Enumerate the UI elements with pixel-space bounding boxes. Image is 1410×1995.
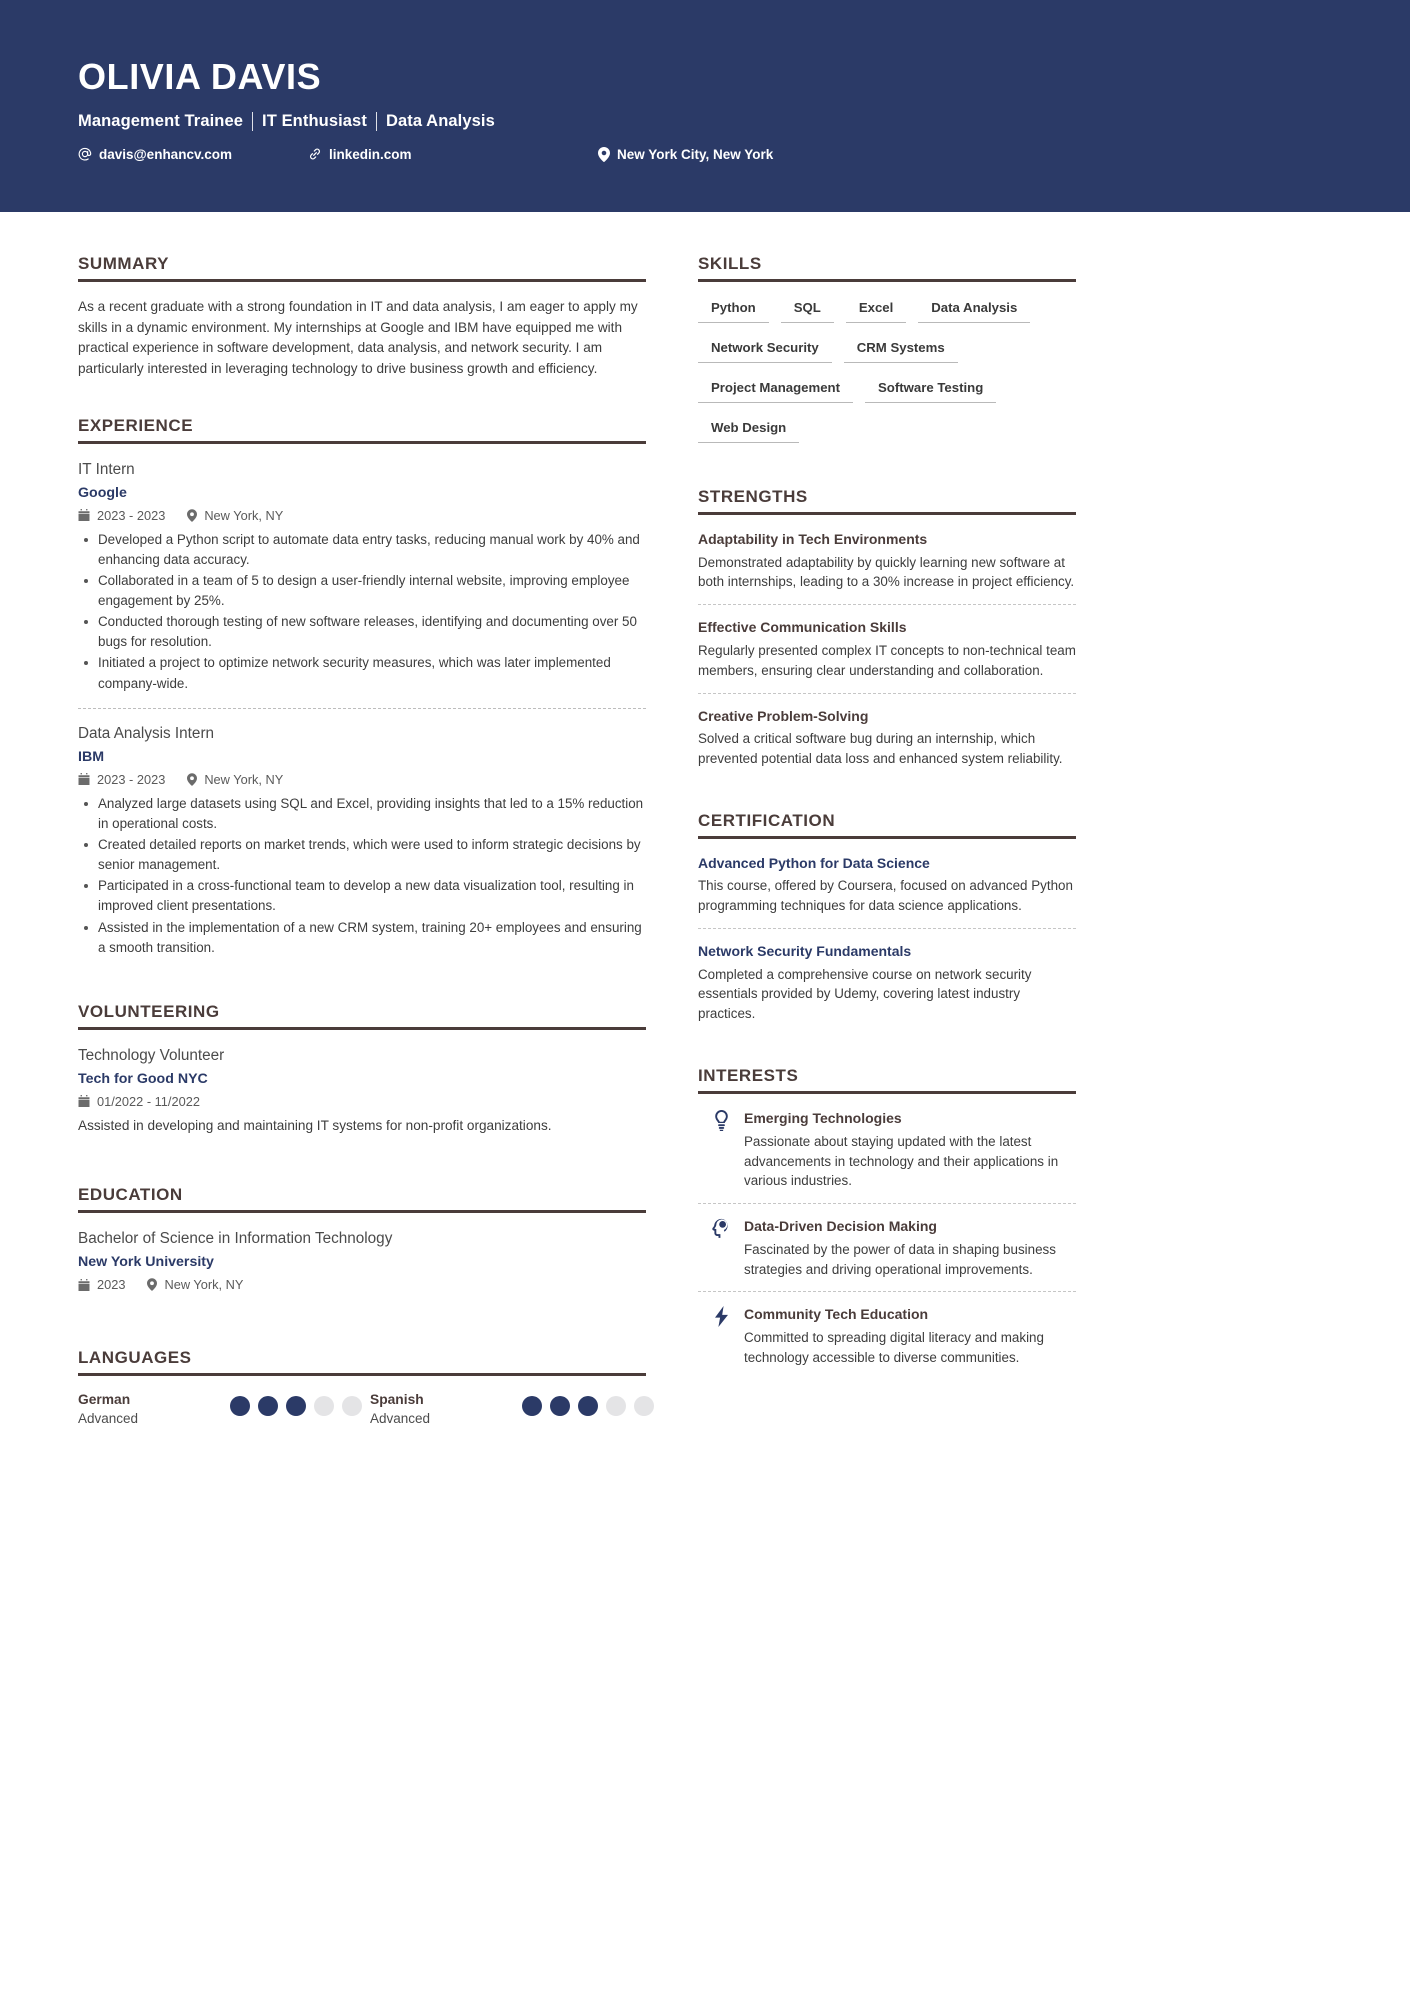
section-title-experience: EXPERIENCE [78, 415, 194, 435]
experience-organization: Google [78, 484, 127, 501]
section-title-strengths: STRENGTHS [698, 487, 808, 506]
skill-tag: SQL [781, 297, 834, 323]
strength-text: Regularly presented complex IT concepts to non-technical team members, ensuring clear understanding and collaboration. [698, 642, 1076, 678]
volunteering-organization: Tech for Good NYC [78, 1070, 208, 1087]
section-skills [698, 254, 1076, 457]
skill-tag: Software Testing [865, 377, 996, 403]
strength-title: Adaptability in Tech Environments [698, 531, 928, 547]
skills-list [698, 297, 1076, 457]
contact-email[interactable] [78, 147, 308, 162]
section-rule [78, 1027, 646, 1030]
contact-location [598, 147, 773, 162]
section-rule [698, 836, 1076, 839]
list-item: Assisted in the implementation of a new CRM system, training 20+ employees and ensuring a smooth transition. [78, 918, 646, 958]
rating-dot-filled [286, 1396, 306, 1416]
strength-title: Effective Communication Skills [698, 619, 907, 636]
interest-item [698, 1305, 1076, 1379]
contact-location-text: New York City, New York [617, 146, 774, 162]
section-education [78, 1185, 646, 1312]
right-column [698, 212, 1076, 1386]
language-level: Advanced [78, 1411, 139, 1427]
section-title-certification: CERTIFICATION [698, 810, 836, 830]
spacer [698, 1042, 1076, 1066]
experience-entry [78, 723, 646, 972]
interest-title: Data-Driven Decision Making [744, 1218, 937, 1235]
rating-dot-filled [230, 1396, 250, 1416]
section-rule [698, 1091, 1076, 1094]
map-pin-icon [147, 1278, 157, 1291]
section-title-skills: SKILLS [698, 254, 762, 273]
interest-title: Emerging Technologies [744, 1110, 902, 1127]
section-title-summary: SUMMARY [78, 254, 170, 273]
rating-dot-filled [258, 1396, 278, 1416]
rating-dot-empty [314, 1396, 334, 1416]
section-title-volunteering: VOLUNTEERING [78, 1001, 220, 1021]
block-divider [698, 928, 1076, 929]
link-icon [308, 147, 322, 161]
section-title-interests: INTERESTS [698, 1066, 799, 1086]
certification-item [698, 854, 1076, 928]
calendar-icon [78, 509, 90, 521]
education-dates-text: 2023 [97, 1277, 126, 1293]
list-item: Conducted thorough testing of new software releases, identifying and documenting over 50 bugs for resolution. [78, 612, 646, 652]
list-item: Participated in a cross-functional team to develop a new data visualization tool, resulting in improved client presentations. [78, 876, 646, 916]
volunteering-dates [78, 1094, 200, 1109]
rating-dot-empty [606, 1396, 626, 1416]
section-certification [698, 811, 1076, 1036]
list-item: Created detailed reports on market trends, which were used to inform strategic decisions by senior management. [78, 835, 646, 875]
education-meta [78, 1277, 646, 1292]
rating-dot-filled [578, 1396, 598, 1416]
certification-text: Completed a comprehensive course on network security essentials provided by Udemy, covering latest industry practices. [698, 966, 1032, 1022]
rating-dot-empty [634, 1396, 654, 1416]
rating-dot-empty [342, 1396, 362, 1416]
language-item [78, 1391, 370, 1428]
interest-text: Committed to spreading digital literacy and making technology accessible to diverse communities. [744, 1330, 1044, 1365]
section-rule [698, 279, 1076, 282]
map-pin-icon [187, 773, 197, 786]
section-languages [78, 1348, 646, 1428]
lightning-bolt-icon [698, 1305, 744, 1367]
strength-title: Creative Problem-Solving [698, 707, 869, 724]
experience-dates-text: 2023 - 2023 [97, 771, 166, 787]
certification-text: This course, offered by Coursera, focused on advanced Python programming techniques for data science applications. [698, 878, 1073, 914]
calendar-icon [78, 1279, 90, 1291]
language-labels [370, 1391, 522, 1428]
interest-body [744, 1109, 1076, 1191]
experience-meta [78, 772, 646, 787]
block-divider [698, 693, 1076, 694]
headline-divider [376, 112, 377, 131]
education-degree: Bachelor of Science in Information Technology [78, 1230, 393, 1248]
lightbulb-icon [698, 1109, 744, 1191]
block-divider [698, 1291, 1076, 1292]
experience-dates [78, 508, 165, 523]
resume-body [0, 212, 1410, 1434]
education-location [147, 1277, 243, 1292]
skill-tag: CRM Systems [844, 337, 958, 363]
strength-item [698, 707, 1076, 781]
section-interests [698, 1066, 1076, 1380]
languages-list [78, 1391, 646, 1428]
experience-role: Data Analysis Intern [78, 724, 215, 742]
resume-header [0, 0, 1410, 212]
interest-title: Community Tech Education [744, 1306, 929, 1323]
skill-tag: Data Analysis [918, 297, 1030, 323]
strength-text: Demonstrated adaptability by quickly learning new software at both internships, leading to a 30% increase in project efficiency. [698, 554, 1075, 590]
language-level: Advanced [370, 1411, 431, 1427]
education-dates [78, 1277, 125, 1292]
interest-item [698, 1217, 1076, 1291]
education-entry [78, 1228, 646, 1312]
rating-dot-filled [550, 1396, 570, 1416]
experience-dates [78, 772, 165, 787]
at-icon [78, 147, 92, 161]
list-item: Analyzed large datasets using SQL and Excel, providing insights that led to a 15% reduction in operational costs. [78, 794, 646, 834]
experience-entry [78, 459, 646, 708]
certification-title: Advanced Python for Data Science [698, 854, 930, 871]
experience-location [187, 772, 283, 787]
headline-part-1: Management Trainee [78, 111, 244, 130]
list-item: Collaborated in a team of 5 to design a user-friendly internal website, improving employee engagement by 25%. [78, 571, 646, 611]
entry-divider [78, 708, 646, 709]
map-pin-icon [187, 509, 197, 522]
spacer [78, 1155, 646, 1185]
list-item: Initiated a project to optimize network security measures, which was later implemented company-wide. [78, 653, 646, 693]
certification-title: Network Security Fundamentals [698, 943, 912, 959]
language-name: German [78, 1392, 131, 1408]
interest-body [744, 1217, 1076, 1279]
experience-organization: IBM [78, 748, 105, 765]
contact-email-text: davis@enhancv.com [99, 146, 232, 162]
section-rule [78, 441, 646, 444]
language-item [370, 1391, 662, 1428]
spacer [698, 463, 1076, 487]
experience-role: IT Intern [78, 460, 135, 478]
experience-location-text: New York, NY [204, 771, 284, 787]
volunteering-description: Assisted in developing and maintaining IT systems for non-profit organizations. [78, 1117, 552, 1133]
contact-linkedin-text: linkedin.com [329, 146, 412, 162]
language-rating [230, 1391, 370, 1416]
experience-bullets [78, 530, 646, 694]
headline-part-3: Data Analysis [385, 111, 495, 130]
strength-item [698, 530, 1076, 604]
interest-text: Fascinated by the power of data in shaping business strategies and driving operational improvements. [744, 1241, 1056, 1277]
volunteering-meta [78, 1094, 646, 1109]
section-experience [78, 416, 646, 972]
section-title-education: EDUCATION [78, 1185, 183, 1205]
skill-tag: Project Management [698, 377, 853, 403]
rating-dot-filled [522, 1396, 542, 1416]
section-rule [698, 512, 1076, 515]
strength-text: Solved a critical software bug during an internship, which prevented potential data loss and enhanced system reliability. [698, 731, 1063, 766]
language-labels [78, 1391, 230, 1428]
section-strengths [698, 487, 1076, 781]
language-name: Spanish [370, 1392, 424, 1408]
section-volunteering [78, 1002, 646, 1150]
skill-tag: Excel [846, 297, 906, 323]
candidate-name: OLIVIA DAVIS [78, 56, 322, 97]
education-location-text: New York, NY [164, 1277, 244, 1293]
section-rule [78, 1373, 646, 1376]
skill-tag: Network Security [698, 337, 832, 363]
interest-body [744, 1305, 1076, 1367]
list-item: Developed a Python script to automate data entry tasks, reducing manual work by 40% and enhancing data accuracy. [78, 530, 646, 570]
volunteering-entry [78, 1045, 646, 1150]
certification-item [698, 942, 1076, 1036]
experience-bullets [78, 794, 646, 958]
block-divider [698, 604, 1076, 605]
contact-row [78, 147, 1332, 162]
education-school: New York University [78, 1254, 214, 1271]
contact-linkedin[interactable] [308, 147, 598, 162]
experience-location [187, 508, 283, 523]
section-rule [78, 279, 646, 282]
block-divider [698, 1203, 1076, 1204]
section-rule [78, 1210, 646, 1213]
left-column [78, 212, 646, 1434]
spacer [698, 787, 1076, 811]
summary-text: As a recent graduate with a strong foundation in IT and data analysis, I am eager to apply my skills in a dynamic environment. My internships at Google and IBM have equipped me with practical experience in software development, data analysis, and network security. I am particularly interested in leveraging technology to drive business growth and efficiency. [78, 299, 638, 376]
section-title-languages: LANGUAGES [78, 1348, 192, 1368]
spacer [78, 1318, 646, 1348]
headline-part-2: IT Enthusiast [262, 111, 367, 130]
map-pin-icon [598, 147, 610, 162]
calendar-icon [78, 773, 90, 785]
interest-item [698, 1109, 1076, 1203]
brain-head-icon [698, 1217, 744, 1279]
experience-dates-text: 2023 - 2023 [97, 507, 166, 523]
experience-location-text: New York, NY [204, 507, 284, 523]
interest-text: Passionate about staying updated with the latest advancements in technology and their applications in various industries. [744, 1133, 1059, 1189]
candidate-headline [78, 112, 1332, 131]
spacer [78, 386, 646, 416]
spacer [78, 978, 646, 1002]
volunteering-dates-text: 01/2022 - 11/2022 [97, 1093, 200, 1109]
skill-tag: Python [698, 297, 769, 323]
calendar-icon [78, 1095, 90, 1107]
headline-divider [252, 112, 253, 131]
skill-tag: Web Design [698, 417, 799, 443]
experience-meta [78, 508, 646, 523]
language-rating [522, 1391, 662, 1416]
volunteering-role: Technology Volunteer [78, 1046, 225, 1064]
strength-item [698, 618, 1076, 692]
section-summary [78, 254, 646, 380]
